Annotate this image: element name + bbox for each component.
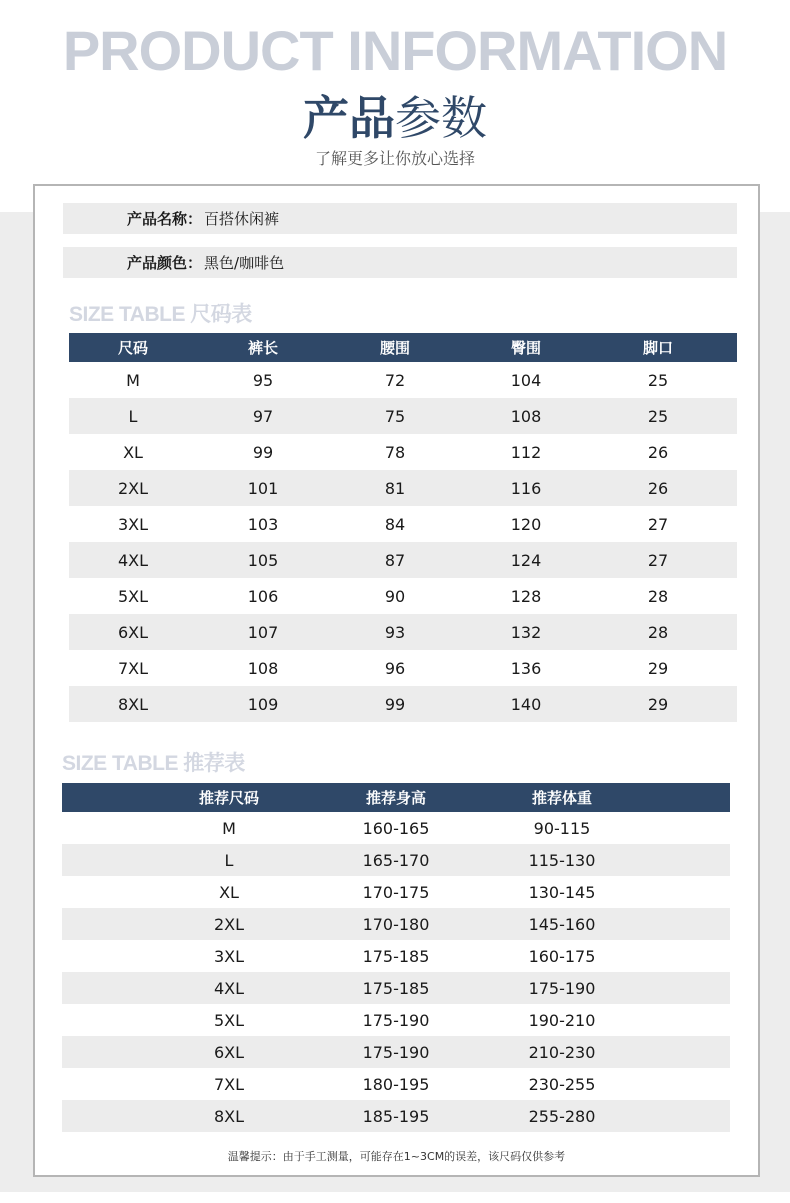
table-row <box>69 542 737 578</box>
table-cell: 136 <box>510 658 542 678</box>
table-cell: 72 <box>384 370 406 390</box>
table-cell: 190-210 <box>528 1010 596 1030</box>
table-cell: 210-230 <box>528 1042 596 1062</box>
table-cell: 8XL <box>117 694 149 714</box>
table-cell: 4XL <box>213 978 245 998</box>
table-cell: 27 <box>647 550 669 570</box>
table-cell: XL <box>219 882 239 902</box>
table-cell: 105 <box>247 550 279 570</box>
table-cell: 26 <box>647 478 669 498</box>
page-title <box>0 88 790 148</box>
table-cell: 84 <box>384 514 406 534</box>
table-cell: 7XL <box>117 658 149 678</box>
size-table-body <box>69 362 737 722</box>
table-cell: 109 <box>247 694 279 714</box>
size-table <box>69 333 737 722</box>
product-color-value: 黑色/咖啡色 <box>204 254 285 272</box>
table-cell: 78 <box>384 442 406 462</box>
title-cn-light: 参数 <box>395 91 487 145</box>
table-row <box>69 686 737 722</box>
table-row <box>69 362 737 398</box>
table-cell: 175-190 <box>362 1010 430 1030</box>
table-cell: M <box>126 370 140 390</box>
product-name-value: 百搭休闲裤 <box>204 210 280 228</box>
table-cell: 160-165 <box>362 818 430 838</box>
table-cell: 2XL <box>117 478 149 498</box>
table-cell: 160-175 <box>528 946 596 966</box>
table-cell: 255-280 <box>528 1106 596 1126</box>
table-cell: 165-170 <box>362 850 430 870</box>
table-row <box>62 1004 730 1036</box>
footnote: 温馨提示：由于手工测量，可能存在1~3CM的误差，该尺码仅供参考 <box>227 1150 566 1163</box>
table-cell: 8XL <box>213 1106 245 1126</box>
table-cell: 108 <box>247 658 279 678</box>
table-row <box>62 908 730 940</box>
table-cell: 112 <box>510 442 542 462</box>
table-cell: 87 <box>384 550 406 570</box>
table-row <box>62 940 730 972</box>
page-subtitle: 了解更多让你放心选择 <box>314 149 475 168</box>
table-cell: M <box>222 818 236 838</box>
table-cell: 25 <box>647 406 669 426</box>
table-cell: L <box>224 850 234 870</box>
hero-title-en: PRODUCT INFORMATION <box>62 19 728 82</box>
table-cell: 185-195 <box>362 1106 430 1126</box>
recommend-table-body <box>62 812 730 1132</box>
size-table-header <box>69 333 737 362</box>
table-cell: 25 <box>647 370 669 390</box>
header-cell: 尺码 <box>117 339 148 357</box>
header-cell: 臀围 <box>510 339 541 357</box>
table-cell: 107 <box>247 622 279 642</box>
recommend-table-header <box>62 783 730 812</box>
table-cell: 99 <box>252 442 274 462</box>
info-card <box>33 184 760 1177</box>
table-cell: 90 <box>384 586 406 606</box>
table-cell: 145-160 <box>528 914 596 934</box>
table-cell: 120 <box>510 514 542 534</box>
table-cell: 6XL <box>117 622 149 642</box>
table-cell: 104 <box>510 370 542 390</box>
table-row <box>69 614 737 650</box>
table-cell: 140 <box>510 694 542 714</box>
table-cell: 28 <box>647 586 669 606</box>
table-cell: 170-180 <box>362 914 430 934</box>
table-row <box>69 506 737 542</box>
table-cell: 96 <box>384 658 406 678</box>
product-name-label: 产品名称： <box>127 210 203 228</box>
table-cell: 29 <box>647 694 669 714</box>
table-cell: 93 <box>384 622 406 642</box>
table-cell: 5XL <box>213 1010 245 1030</box>
header-cell: 推荐尺码 <box>198 789 259 807</box>
table-cell: 101 <box>247 478 279 498</box>
table-cell: 124 <box>510 550 542 570</box>
table-cell: 106 <box>247 586 279 606</box>
table-cell: 116 <box>510 478 542 498</box>
table-cell: 3XL <box>117 514 149 534</box>
table-row <box>62 1036 730 1068</box>
table-cell: XL <box>123 442 143 462</box>
table-row <box>62 1068 730 1100</box>
table-cell: 6XL <box>213 1042 245 1062</box>
table-cell: 132 <box>510 622 542 642</box>
table-cell: 7XL <box>213 1074 245 1094</box>
table-cell: 5XL <box>117 586 149 606</box>
table-cell: 115-130 <box>528 850 596 870</box>
table-cell: 180-195 <box>362 1074 430 1094</box>
table-row <box>62 876 730 908</box>
table-cell: 90-115 <box>533 818 591 838</box>
recommend-table-label: SIZE TABLE 推荐表 <box>62 752 245 775</box>
table-cell: 130-145 <box>528 882 596 902</box>
title-cn-bold: 产品 <box>303 91 395 145</box>
product-color-label: 产品颜色： <box>127 254 203 272</box>
table-cell: 29 <box>647 658 669 678</box>
header-cell: 脚口 <box>642 339 673 357</box>
recommend-table <box>62 783 730 1132</box>
table-cell: 28 <box>647 622 669 642</box>
table-row <box>69 434 737 470</box>
table-row <box>69 578 737 614</box>
table-cell: 95 <box>252 370 274 390</box>
table-cell: 4XL <box>117 550 149 570</box>
product-name-row <box>63 203 737 234</box>
header-cell: 腰围 <box>379 339 410 357</box>
table-row <box>62 1100 730 1132</box>
table-row <box>62 812 730 844</box>
table-row <box>62 844 730 876</box>
table-cell: 175-190 <box>362 1042 430 1062</box>
table-cell: 103 <box>247 514 279 534</box>
table-cell: 27 <box>647 514 669 534</box>
table-cell: 3XL <box>213 946 245 966</box>
product-color-row <box>63 247 737 278</box>
table-cell: 175-190 <box>528 978 596 998</box>
table-cell: 26 <box>647 442 669 462</box>
table-cell: 75 <box>384 406 406 426</box>
table-row <box>62 972 730 1004</box>
size-table-label: SIZE TABLE 尺码表 <box>69 303 252 326</box>
table-row <box>69 398 737 434</box>
table-cell: 97 <box>252 406 274 426</box>
table-cell: 175-185 <box>362 978 430 998</box>
table-cell: L <box>128 406 138 426</box>
table-cell: 99 <box>384 694 406 714</box>
table-cell: 128 <box>510 586 542 606</box>
table-cell: 2XL <box>213 914 245 934</box>
table-cell: 230-255 <box>528 1074 596 1094</box>
header-cell: 推荐体重 <box>531 789 592 807</box>
header-cell: 裤长 <box>247 339 278 357</box>
table-cell: 108 <box>510 406 542 426</box>
table-row <box>69 470 737 506</box>
header-cell: 推荐身高 <box>365 789 426 807</box>
table-row <box>69 650 737 686</box>
table-cell: 81 <box>384 478 406 498</box>
table-cell: 175-185 <box>362 946 430 966</box>
table-cell: 170-175 <box>362 882 430 902</box>
